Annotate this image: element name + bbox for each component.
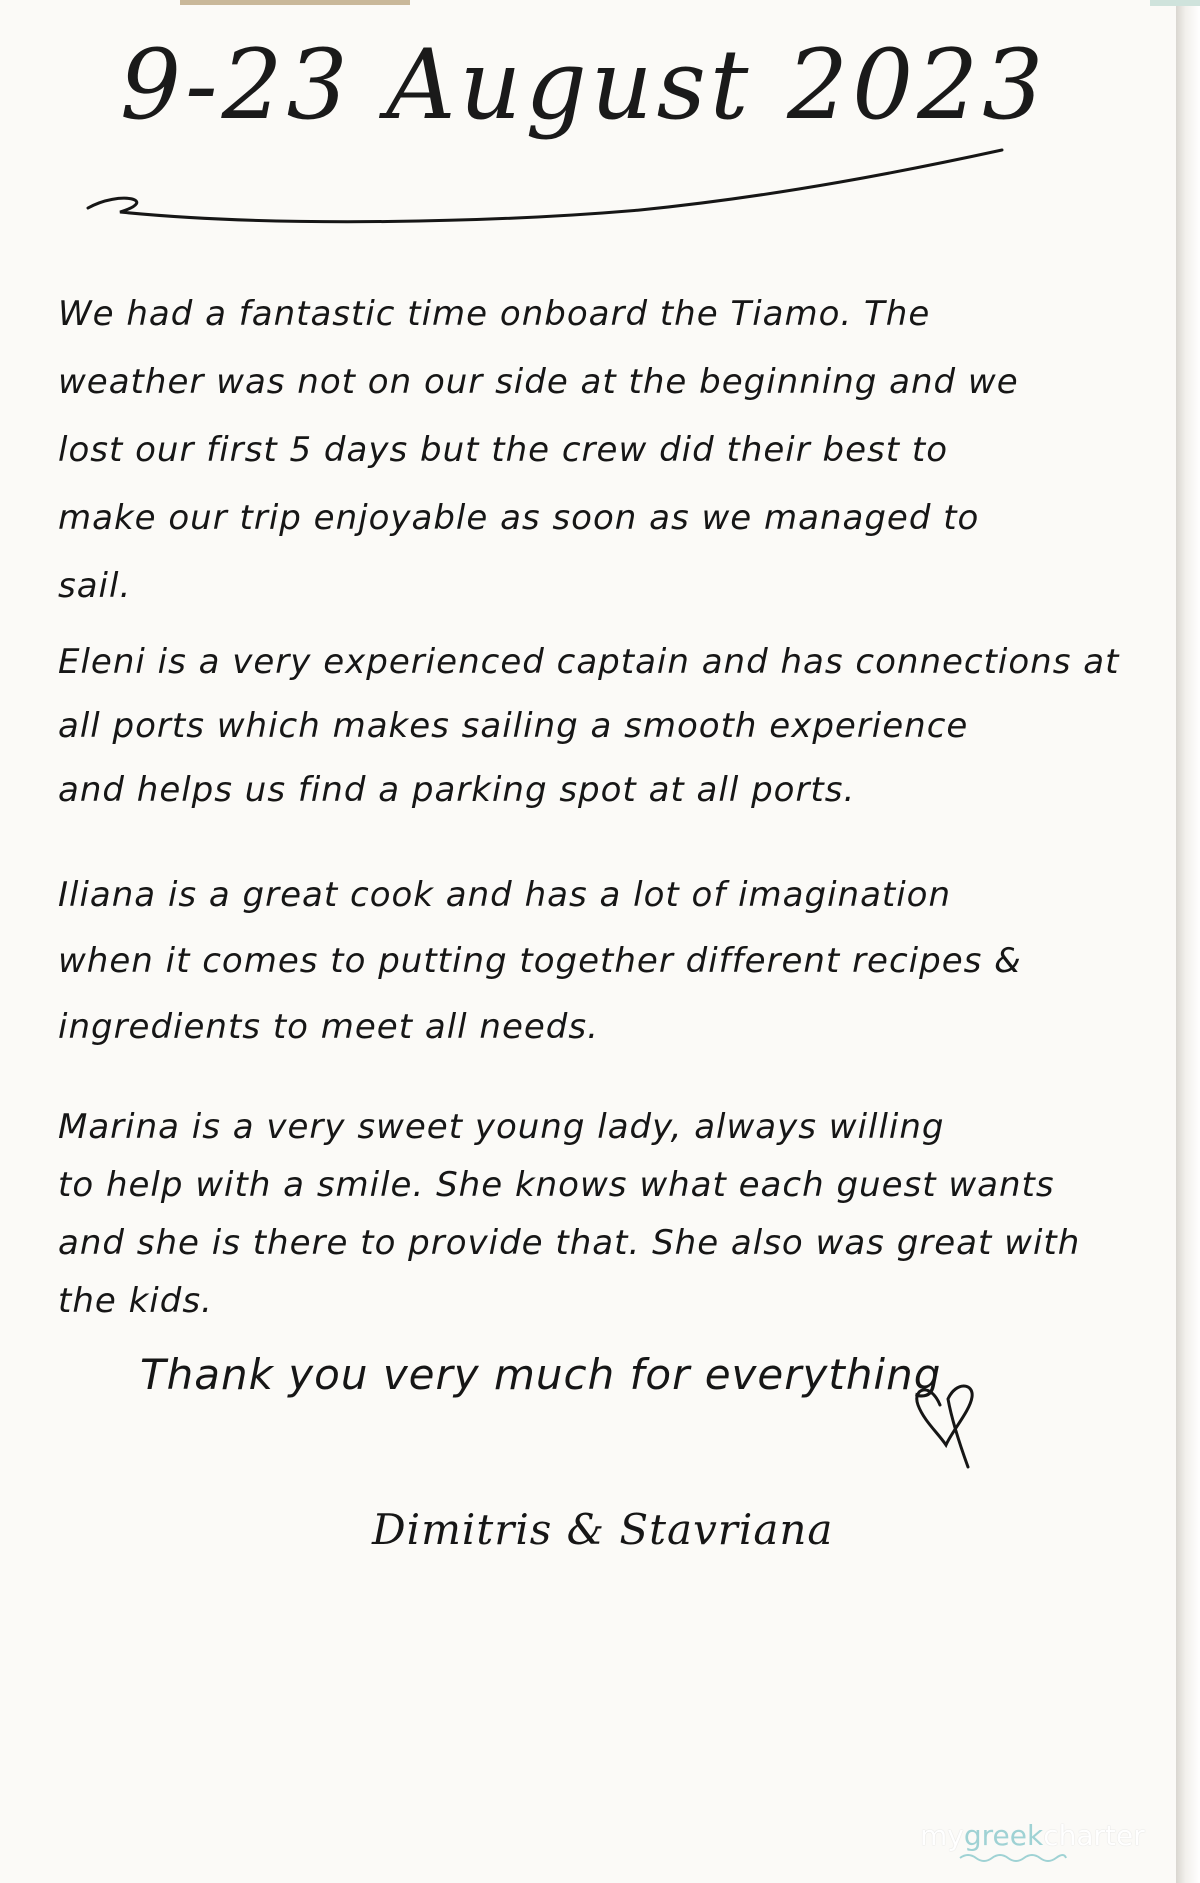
heading-flourish (80, 130, 1010, 240)
mygreekcharter-watermark (920, 1818, 1170, 1868)
wave-icon (958, 1852, 1068, 1864)
paragraph-hostess (58, 1098, 1168, 1330)
paragraph-cook (58, 862, 1168, 1060)
paragraph-captain (58, 630, 1168, 822)
notebook-edge (1176, 0, 1200, 1883)
watermark-part-charter: charter (1043, 1819, 1145, 1852)
watermark-part-my: my (920, 1819, 964, 1852)
paragraph-text: Iliana is a great cook and has a lot of imagination when it comes to putting together different recipes & ingredients to meet all needs. (58, 875, 1022, 1047)
page-corner-band (1150, 0, 1200, 6)
date-heading: 9-23 August 2023 (120, 29, 1048, 141)
paragraph-text: We had a fantastic time onboard the Tiamo. The weather was not on our side at the beginning and we lost our first 5 days but the crew did their best to make our trip enjoyable as soon as we managed to sail. (58, 294, 1019, 606)
page-top-tab (180, 0, 410, 5)
paragraph-text: Eleni is a very experienced captain and has connections at all ports which makes sailing a smooth experience and helps us find a parking spot at all ports. (58, 642, 1120, 810)
paragraph-trip (58, 280, 1168, 620)
heart-icon (912, 1375, 978, 1471)
paragraph-text: Marina is a very sweet young lady, always willing to help with a smile. She knows what each guest wants and she is there to provide that. She also was great with the kids. (58, 1107, 1081, 1321)
thank-you-line: Thank you very much for everything (140, 1350, 942, 1399)
signature: Dimitris & Stavriana (372, 1505, 834, 1554)
watermark-part-greek: greek (963, 1819, 1044, 1852)
